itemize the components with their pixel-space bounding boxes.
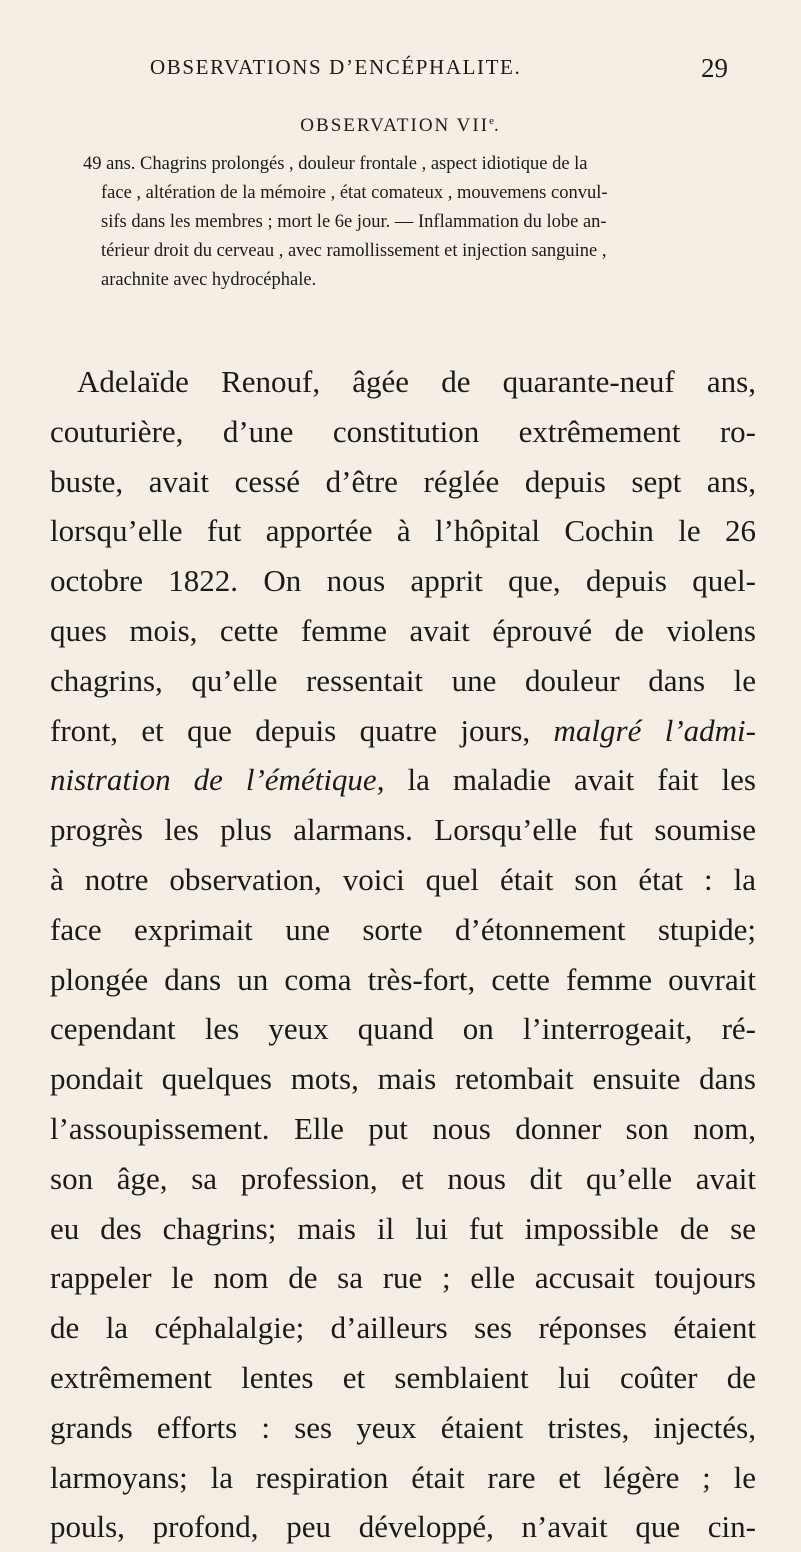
body-line: pouls, profond, peu développé, n’avait que cin- (50, 1509, 756, 1545)
summary-line: face , altération de la mémoire , état comateux , mouvemens convul- (101, 183, 608, 203)
observation-heading-text: OBSERVATION VII (300, 115, 490, 136)
case-summary (82, 150, 722, 295)
body-line: octobre 1822. On nous apprit que, depuis quel- (50, 563, 756, 599)
body-line (50, 706, 756, 756)
body-line: l’assoupissement. Elle put nous donner son nom, (50, 1110, 756, 1146)
body-line: lorsqu’elle fut apportée à l’hôpital Cochin le 26 (50, 513, 756, 549)
body-line: chagrins, qu’elle ressentait une douleur dans le (50, 662, 756, 698)
summary-line: arachnite avec hydrocéphale. (101, 270, 317, 290)
body-line-part: front, et que depuis quatre jours, (50, 712, 554, 748)
body-line: rappeler le nom de sa rue ; elle accusait toujours (50, 1260, 756, 1296)
body-line: pondait quelques mots, mais retombait ensuite dans (50, 1061, 756, 1097)
body-line: cependant les yeux quand on l’interrogeait, ré- (50, 1011, 756, 1047)
body-line: de la céphalalgie; d’ailleurs ses réponses étaient (50, 1310, 756, 1346)
body-line: plongée dans un coma très-fort, cette femme ouvrait (50, 961, 756, 997)
body-line: larmoyans; la respiration était rare et légère ; le (50, 1459, 756, 1495)
page-header (150, 53, 728, 89)
body-line-part: la maladie avait fait les (384, 762, 756, 798)
body-line: couturière, d’une constitution extrêmement ro- (50, 413, 756, 449)
body-line (50, 755, 756, 805)
body-line: face exprimait une sorte d’étonnement stupide; (50, 911, 756, 947)
summary-line: sifs dans les membres ; mort le 6e jour. — Inflammation du lobe an- (101, 212, 607, 232)
body-line-italic: nistration de l’émétique, (50, 762, 385, 798)
body-line: extrêmement lentes et semblaient lui coûter de (50, 1359, 756, 1395)
body-line: buste, avait cessé d’être réglée depuis sept ans, (50, 463, 756, 499)
body-line: à notre observation, voici quel était son état : la (50, 861, 756, 897)
summary-line: térieur droit du cerveau , avec ramollissement et injection sanguine , (101, 241, 607, 261)
body-line: son âge, sa profession, et nous dit qu’elle avait (50, 1160, 756, 1196)
body-line: grands efforts : ses yeux étaient tristes, injectés, (50, 1409, 756, 1445)
running-title: OBSERVATIONS D’ENCÉPHALITE. (150, 55, 522, 79)
body-line: ques mois, cette femme avait éprouvé de violens (50, 612, 756, 648)
body-line-italic: malgré l’admi- (553, 712, 756, 748)
body-line: Adelaïde Renouf, âgée de quarante-neuf ans, (77, 364, 756, 399)
page-number: 29 (701, 53, 728, 83)
summary-line: 49 ans. Chagrins prolongés , douleur frontale , aspect idiotique de la (83, 154, 588, 174)
body-line: progrès les plus alarmans. Lorsqu’elle fut soumise (50, 812, 756, 848)
observation-heading (0, 115, 801, 137)
observation-heading-period: . (493, 115, 501, 136)
body-line: eu des chagrins; mais il lui fut impossible de se (50, 1210, 756, 1246)
observation-heading-superscript: e (489, 115, 494, 127)
body-paragraph (50, 357, 756, 1552)
